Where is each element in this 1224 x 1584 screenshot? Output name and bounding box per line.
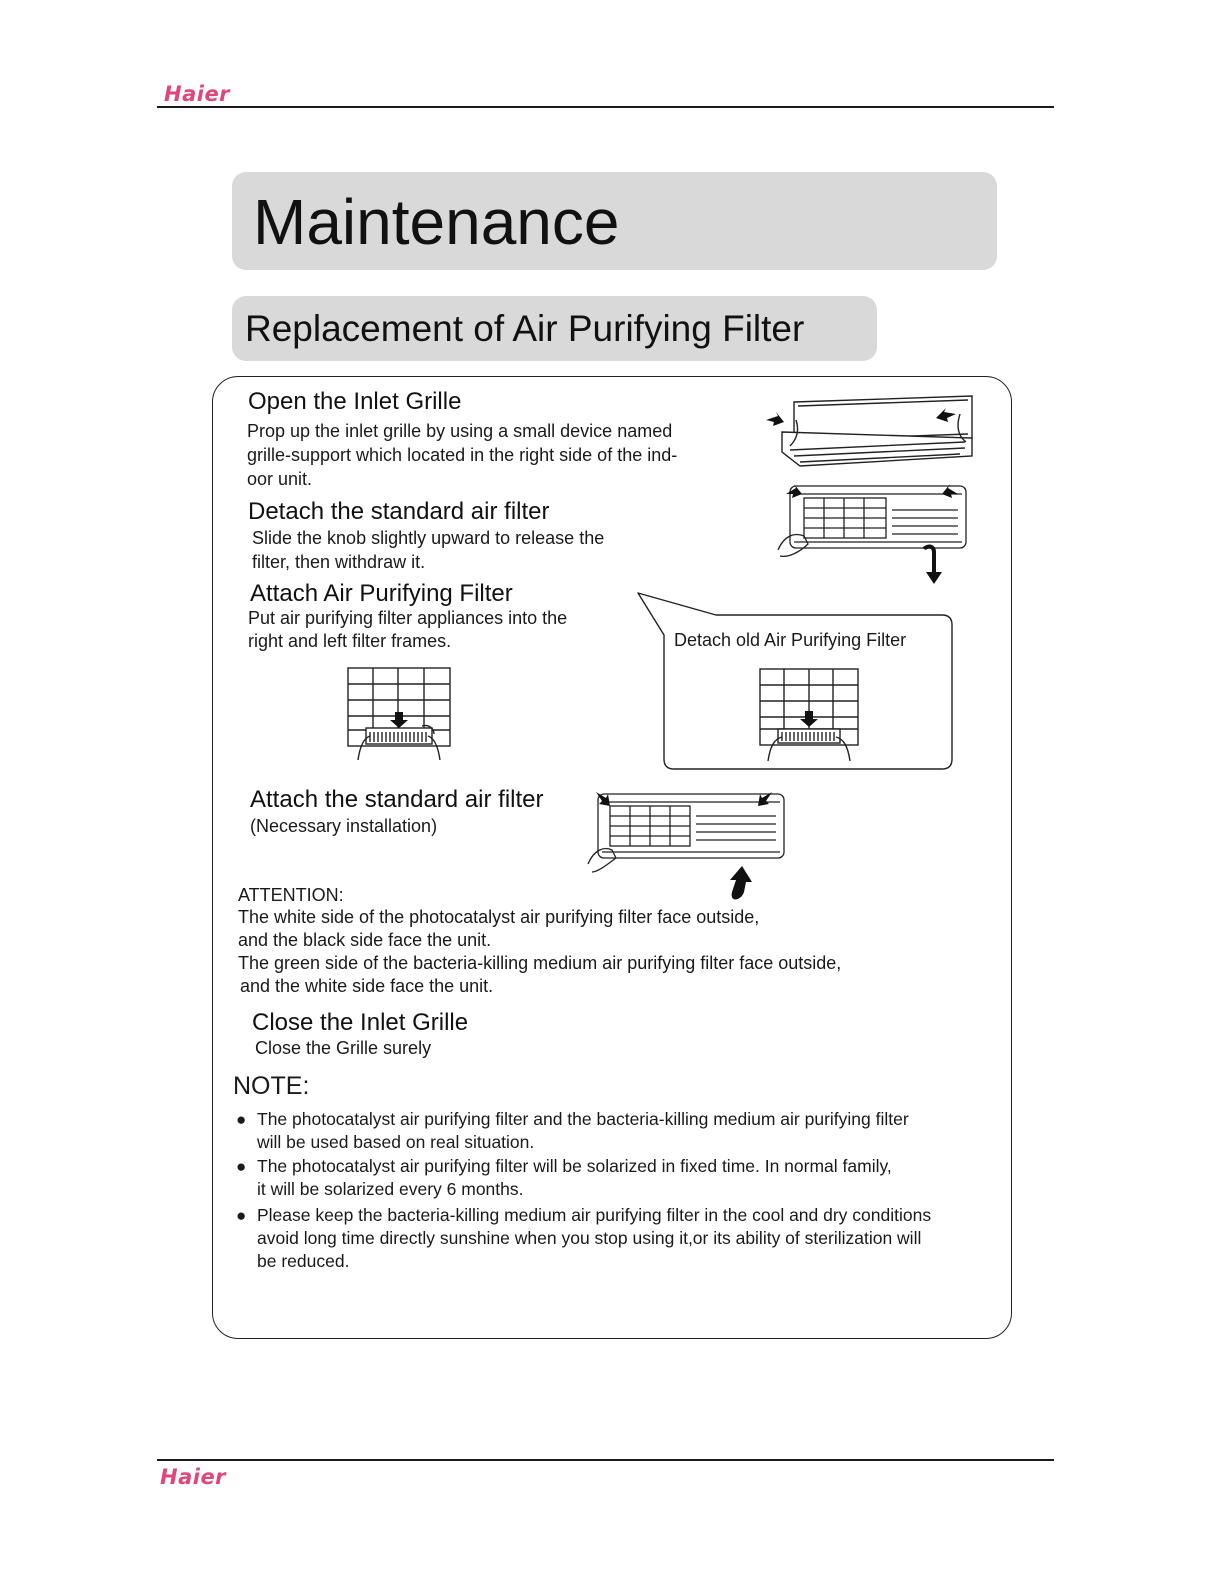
text-line: The photocatalyst air purifying filter will be solarized in fixed time. In normal family, [257,1156,892,1176]
step-text-attach-standard: (Necessary installation) [250,816,438,836]
text-line: The green side of the bacteria-killing medium air purifying filter face outside, [238,953,842,973]
page-subtitle: Replacement of Air Purifying Filter [245,308,805,349]
text-line: The white side of the photocatalyst air purifying filter face outside, [238,907,760,927]
text-line: The photocatalyst air purifying filter and the bacteria-killing medium air purifying filter [257,1109,909,1129]
step-heading-attach-standard: Attach the standard air filter [250,786,544,813]
step-heading-detach-standard: Detach the standard air filter [248,498,550,525]
footer-brand-logo: Haier [160,1465,227,1489]
header-rule [157,106,1054,108]
indoor-unit-filter-attach-figure [586,784,791,904]
text-line: Put air purifying filter appliances into the [248,608,568,628]
text-line: grille-support which located in the right side of the ind- [247,445,678,465]
note-item [236,1204,1006,1273]
callout-label: Detach old Air Purifying Filter [674,630,907,650]
step-heading-attach-purifier: Attach Air Purifying Filter [250,580,513,607]
indoor-unit-filter-detach-figure [772,480,977,588]
text-line: avoid long time directly sunshine when you stop using it,or its ability of sterilization will [257,1228,922,1248]
text-line: and the black side face the unit. [238,930,492,950]
text-line: filter, then withdraw it. [252,552,426,572]
note-title: NOTE: [233,1072,310,1100]
step-text-attach-purifier [248,607,668,653]
text-line: and the white side face the unit. [240,976,494,996]
step-heading-close-grille: Close the Inlet Grille [252,1009,469,1036]
note-list [236,1108,1006,1274]
note-item [236,1108,1006,1154]
purifier-filter-attach-figure [340,664,465,764]
page-title: Maintenance [253,186,620,258]
text-line: will be used based on real situation. [257,1132,535,1152]
step-text-close-grille: Close the Grille surely [255,1038,432,1058]
header-brand-logo: Haier [164,82,231,106]
text-line: right and left filter frames. [248,631,452,651]
footer-rule [157,1459,1054,1461]
bullet-icon: ● [236,1110,247,1129]
text-line: oor unit. [247,469,313,489]
text-line: Slide the knob slightly upward to release the [252,528,605,548]
attention-label: ATTENTION: [238,885,344,905]
text-line: Please keep the bacteria-killing medium air purifying filter in the cool and dry conditions [257,1205,932,1225]
bullet-icon: ● [236,1157,247,1176]
purifier-filter-detach-figure [752,665,877,765]
note-item [236,1155,1006,1201]
step-text-detach-standard [252,526,672,574]
text-line: it will be solarized every 6 months. [257,1179,524,1199]
step-text-open-grille [247,419,737,491]
text-line: be reduced. [257,1251,350,1271]
attention-text [238,906,998,998]
indoor-unit-grille-open-figure [760,392,985,472]
text-line: Prop up the inlet grille by using a small device named [247,421,673,441]
bullet-icon: ● [236,1206,247,1225]
step-heading-open-grille: Open the Inlet Grille [248,388,462,415]
